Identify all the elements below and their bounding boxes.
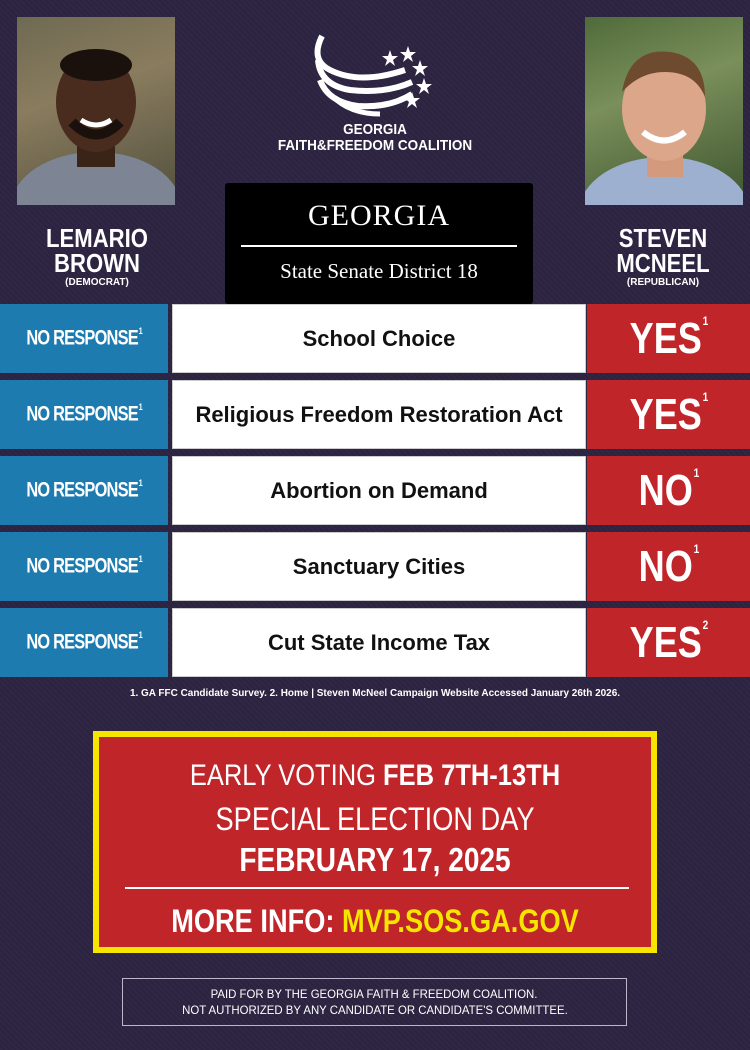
issue-cell (172, 380, 586, 449)
left-response-text: NO RESPONSE (26, 326, 138, 350)
right-response-cell (587, 380, 750, 449)
left-response-cell (0, 608, 168, 677)
issue-row (0, 380, 750, 449)
issue-cell (172, 456, 586, 525)
issue-row (0, 456, 750, 525)
right-response-text: NO (638, 465, 693, 515)
issue-cell (172, 304, 586, 373)
left-response-cell (0, 532, 168, 601)
issue-label: Sanctuary Cities (292, 553, 466, 579)
right-footnote-marker: 2 (702, 618, 708, 633)
right-footnote-marker: 1 (702, 314, 708, 329)
right-response-cell (587, 304, 750, 373)
candidate-name-left (29, 223, 165, 278)
left-response-cell (0, 380, 168, 449)
issue-label: Cut State Income Tax (267, 629, 491, 655)
title-divider (241, 245, 517, 247)
candidate-party-left: (DEMOCRAT) (65, 277, 129, 288)
right-response-cell (587, 532, 750, 601)
logo-text-line1: GEORGIA (343, 121, 407, 138)
disclaimer-line2: NOT AUTHORIZED BY ANY CANDIDATE OR CANDIDATE'S COMMITTEE. (181, 1003, 568, 1017)
candidate-party-right: (REPUBLICAN) (626, 277, 700, 288)
left-footnote-marker: 1 (138, 554, 142, 566)
right-response-cell (587, 608, 750, 677)
early-voting-label: EARLY VOTING (189, 759, 384, 792)
district-subtitle: State Senate District 18 (280, 259, 478, 283)
more-info-label: MORE INFO: (171, 903, 342, 939)
left-footnote-marker: 1 (138, 630, 142, 642)
issue-row (0, 608, 750, 677)
logo-text-line2: FAITH&FREEDOM COALITION (277, 137, 473, 154)
paid-for-disclaimer (122, 978, 627, 1026)
issue-label: School Choice (302, 325, 456, 351)
left-footnote-marker: 1 (138, 326, 142, 338)
right-footnote-marker: 1 (693, 466, 699, 481)
left-footnote-marker: 1 (138, 478, 142, 490)
voting-divider (125, 887, 629, 889)
left-response-cell (0, 304, 168, 373)
left-response-text: NO RESPONSE (26, 478, 138, 502)
more-info-link[interactable]: MVP.SOS.GA.GOV (341, 903, 579, 939)
disclaimer-line1: PAID FOR BY THE GEORGIA FAITH & FREEDOM COALITION. (211, 987, 538, 1001)
issue-cell (172, 532, 586, 601)
early-voting-dates: FEB 7TH-13TH (383, 759, 561, 792)
candidate-name-right (595, 223, 731, 278)
candidate-photo-right (585, 17, 743, 205)
portrait-image-left (17, 17, 175, 205)
candidate-photo-left (17, 17, 175, 205)
early-voting-line (140, 759, 609, 793)
right-footnote-marker: 1 (693, 542, 699, 557)
right-footnote-marker: 1 (702, 390, 708, 405)
sources-footnote: 1. GA FFC Candidate Survey. 2. Home | Steven McNeel Campaign Website Accessed January 26th 2026. (129, 687, 621, 699)
more-info-line (140, 903, 609, 940)
left-footnote-marker: 1 (138, 402, 142, 414)
issue-label: Religious Freedom Restoration Act (195, 401, 563, 427)
candidate-first-name-right: STEVEN (618, 223, 708, 253)
state-title: GEORGIA (308, 199, 450, 232)
right-response-text: YES (629, 313, 702, 363)
issue-row (0, 304, 750, 373)
candidate-last-name-right: MCNEEL (616, 248, 710, 278)
candidate-first-name-left: LEMARIO (46, 223, 148, 253)
right-response-cell (587, 456, 750, 525)
election-date: FEBRUARY 17, 2025 (239, 841, 511, 878)
issue-cell (172, 608, 586, 677)
district-title-box (225, 183, 533, 304)
portrait-image-right (585, 17, 743, 205)
left-response-text: NO RESPONSE (26, 402, 138, 426)
special-election-label: SPECIAL ELECTION DAY (215, 801, 535, 837)
voting-info-box (93, 731, 657, 953)
right-response-text: YES (629, 617, 702, 667)
left-response-text: NO RESPONSE (26, 554, 138, 578)
right-response-text: YES (629, 389, 702, 439)
right-response-text: NO (638, 541, 693, 591)
left-response-text: NO RESPONSE (26, 630, 138, 654)
issue-label: Abortion on Demand (270, 477, 488, 503)
candidate-last-name-left: BROWN (54, 248, 140, 278)
left-response-cell (0, 456, 168, 525)
issue-row (0, 532, 750, 601)
